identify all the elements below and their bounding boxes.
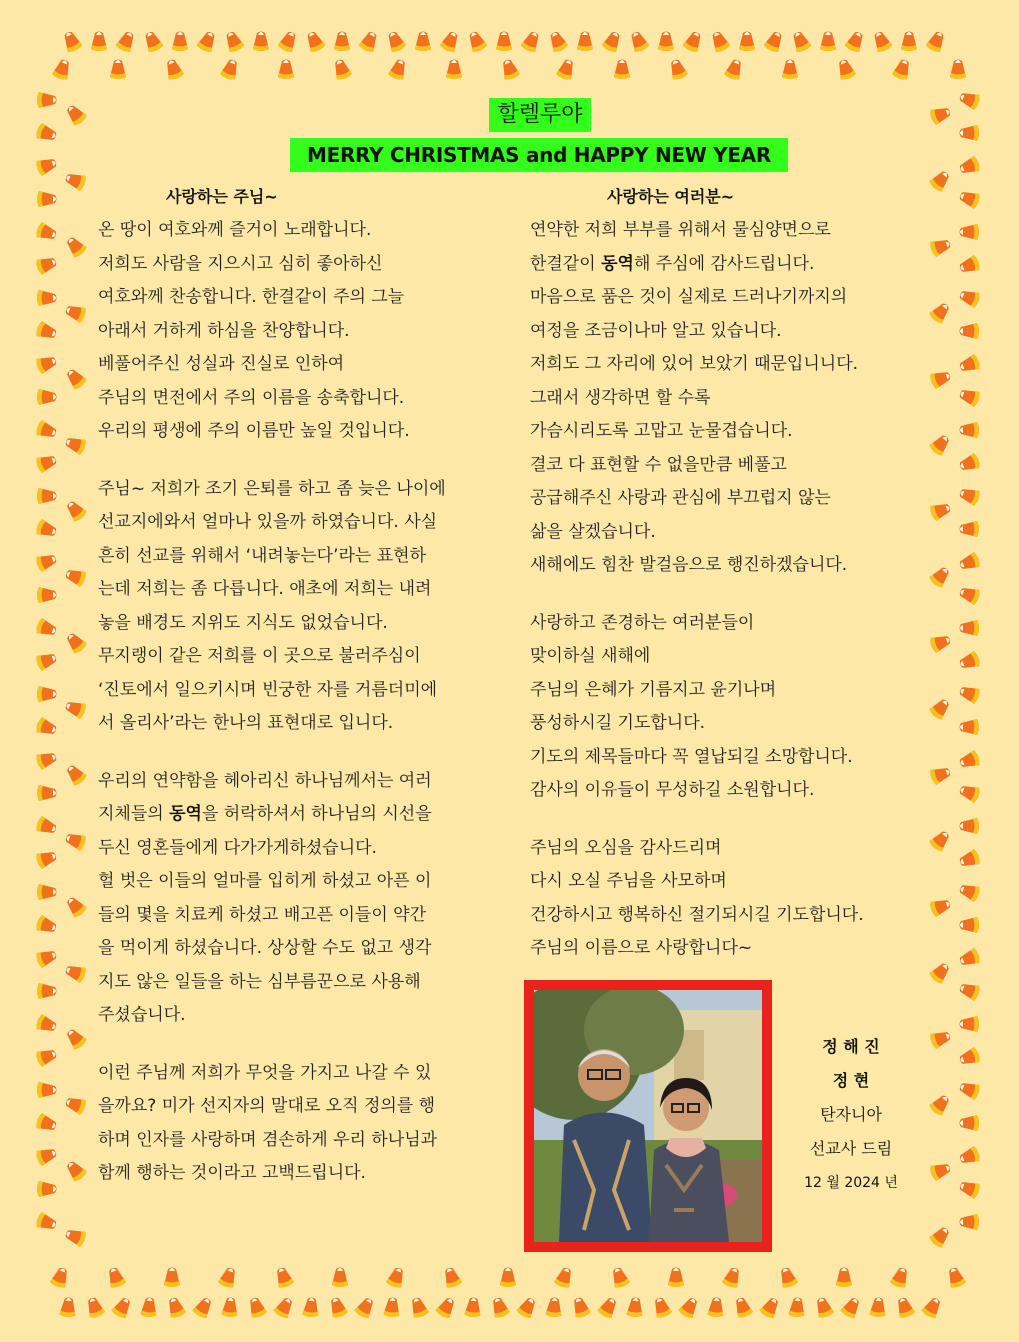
- candy-corn-icon: [925, 29, 948, 53]
- candy-corn-icon: [570, 1295, 592, 1319]
- candy-corn-icon: [928, 432, 953, 457]
- candy-corn-icon: [928, 960, 953, 985]
- candy-corn-icon: [35, 419, 59, 441]
- candy-corn-icon: [164, 1268, 180, 1288]
- candy-corn-icon: [35, 122, 59, 144]
- candy-corn-icon: [63, 234, 88, 259]
- candy-corn-icon: [777, 1265, 799, 1289]
- candy-corn-icon: [465, 29, 488, 53]
- candy-corn-icon: [140, 1297, 158, 1318]
- candy-corn-icon: [901, 32, 917, 52]
- candy-corn-icon: [957, 452, 981, 474]
- candy-corn-icon: [658, 32, 674, 52]
- candy-corn-icon: [844, 29, 867, 53]
- candy-corn-icon: [957, 980, 981, 1002]
- candy-corn-icon: [115, 29, 138, 53]
- letter-line: 연약한 저희 부부를 위해서 물심양면으로: [530, 220, 831, 240]
- candy-corn-icon: [891, 57, 913, 81]
- letter-line: 온 땅이 여호와께 즐거이 노래합니다.: [98, 220, 372, 240]
- candy-corn-icon: [385, 1265, 407, 1289]
- candy-corn-icon: [358, 29, 381, 53]
- candy-corn-icon: [928, 1224, 953, 1249]
- candy-corn-icon: [957, 386, 981, 408]
- candy-corn-icon: [928, 564, 953, 589]
- candy-corn-icon: [788, 1297, 806, 1318]
- candy-corn-icon: [221, 1297, 239, 1318]
- candy-corn-icon: [63, 698, 87, 720]
- candy-corn-icon: [59, 1297, 77, 1318]
- candy-corn-icon: [960, 1016, 980, 1032]
- candy-corn-icon: [196, 29, 219, 53]
- candy-corn-icon: [384, 29, 407, 53]
- title-hallelujah: 할렐루야: [489, 98, 591, 132]
- candy-corn-icon: [35, 155, 59, 177]
- candy-corn-icon: [960, 917, 980, 933]
- letter-line: 한결같이 동역해 주심에 감사드립니다.: [530, 253, 815, 274]
- candy-corn-icon: [520, 29, 543, 53]
- letter-line: 그래서 생각하면 할 수록: [530, 387, 711, 408]
- candy-corn-icon: [37, 92, 57, 108]
- candy-corn-icon: [929, 236, 953, 258]
- letter-line: 우리의 연약함을 헤아리신 하나님께서는 여러: [98, 770, 432, 791]
- candy-corn-icon: [957, 650, 981, 672]
- candy-corn-icon: [172, 32, 188, 52]
- candy-corn-icon: [383, 1297, 401, 1318]
- candy-corn-icon: [63, 366, 88, 391]
- candy-corn-icon: [110, 60, 126, 80]
- letter-line: 을 먹이게 하셨습니다. 상상할 수도 없고 생각: [98, 938, 432, 958]
- left-heading: 사랑하는 주님~: [166, 187, 278, 206]
- candy-corn-icon: [332, 1268, 348, 1288]
- candy-corn-icon: [35, 749, 59, 771]
- candy-corn-icon: [759, 1295, 783, 1320]
- signature-block: [792, 1030, 910, 1200]
- candy-corn-icon: [668, 1268, 684, 1288]
- letter-line: 마음으로 품은 것이 실제로 드러나기까지의: [530, 287, 848, 307]
- candy-corn-icon: [273, 1265, 295, 1289]
- candy-corn-icon: [37, 983, 57, 999]
- letter-line: ‘진토에서 일으키시며 빈궁한 자를 거름더미에: [98, 679, 438, 700]
- candy-corn-icon: [334, 32, 350, 52]
- letter-line: 두신 영혼들에게 다가가게하셨습니다.: [98, 837, 377, 858]
- candy-corn-icon: [957, 485, 981, 507]
- candy-corn-icon: [35, 716, 59, 738]
- letter-line: 들의 몇을 치료케 하셨고 배고픈 이들이 약간: [98, 904, 427, 925]
- letter-paragraph: [530, 832, 930, 966]
- letter-line: 헐 벗은 이들의 얼마를 입히게 하셨고 아픈 이: [98, 871, 432, 891]
- candy-corn-icon: [327, 1295, 349, 1319]
- candy-corn-icon: [945, 1265, 967, 1289]
- letter-line: 선교지에와서 얼마나 있을까 하였습니다. 사실: [98, 512, 438, 532]
- candy-corn-icon: [63, 302, 87, 324]
- candy-corn-icon: [63, 102, 88, 127]
- candy-corn-icon: [105, 1265, 127, 1289]
- candy-corn-icon: [929, 896, 953, 918]
- candy-corn-icon: [111, 1295, 135, 1320]
- candy-corn-icon: [516, 1295, 540, 1320]
- candy-corn-icon: [35, 650, 59, 672]
- signature-role: 선교사 드림: [809, 1139, 893, 1158]
- candy-corn-icon: [63, 1094, 87, 1116]
- candy-corn-icon: [950, 60, 966, 80]
- letter-line: 는데 저희는 좀 다릅니다. 애초에 저희는 내려: [98, 579, 432, 599]
- candy-corn-icon: [960, 422, 980, 438]
- candy-corn-icon: [957, 1145, 981, 1167]
- candy-corn-icon: [141, 29, 164, 53]
- candy-corn-icon: [246, 1295, 268, 1319]
- candy-corn-icon: [678, 1295, 702, 1320]
- candy-corn-icon: [192, 1295, 216, 1320]
- candy-corn-icon: [63, 962, 87, 984]
- letter-line: 하며 인자를 사랑하며 겸손하게 우리 하나님과: [98, 1129, 438, 1150]
- candy-corn-icon: [957, 155, 981, 177]
- candy-corn-icon: [723, 57, 745, 81]
- couple-photo: [534, 990, 762, 1242]
- candy-corn-icon: [35, 947, 59, 969]
- candy-corn-icon: [35, 353, 59, 375]
- candy-corn-icon: [957, 749, 981, 771]
- letter-line: 감사의 이유들이 무성하길 소원합니다.: [530, 780, 815, 800]
- candy-corn-icon: [37, 290, 57, 306]
- candy-corn-icon: [929, 368, 953, 390]
- candy-corn-icon: [835, 57, 857, 81]
- candy-corn-icon: [331, 57, 353, 81]
- candy-corn-icon: [217, 1265, 239, 1289]
- candy-corn-icon: [37, 686, 57, 702]
- candy-corn-icon: [929, 104, 953, 126]
- candy-corn-icon: [63, 170, 87, 192]
- candy-corn-icon: [408, 1295, 430, 1319]
- right-heading: 사랑하는 여러분~: [607, 187, 735, 206]
- candy-corn-icon: [667, 57, 689, 81]
- letter-paragraph: [98, 473, 508, 741]
- signature-date: 12 월 2024 년: [804, 1175, 898, 1191]
- candy-corn-icon: [929, 1160, 953, 1182]
- candy-corn-icon: [960, 1115, 980, 1131]
- candy-corn-icon: [219, 57, 241, 81]
- candy-corn-icon: [35, 1013, 59, 1035]
- signature-location: 탄자니아: [820, 1105, 882, 1124]
- candy-corn-icon: [446, 60, 462, 80]
- letter-paragraph: [530, 607, 930, 808]
- letter-line: 가슴시리도록 고맙고 눈물겹습니다.: [530, 421, 793, 441]
- candy-corn-icon: [957, 188, 981, 210]
- candy-corn-icon: [35, 1211, 59, 1233]
- candy-corn-icon: [609, 1265, 631, 1289]
- letter-line: 주님의 은혜가 기름지고 윤기나며: [530, 679, 777, 700]
- letter-line: 무지랭이 같은 저희를 이 곳으로 불러주심이: [98, 646, 421, 666]
- candy-corn-icon: [49, 1265, 71, 1289]
- letter-line: 주님의 면전에서 주의 이름을 송축합니다.: [98, 387, 405, 408]
- candy-corn-icon: [63, 566, 87, 588]
- candy-corn-icon: [35, 518, 59, 540]
- candy-corn-icon: [63, 1226, 87, 1248]
- candy-corn-icon: [651, 1295, 673, 1319]
- candy-corn-icon: [929, 1028, 953, 1050]
- candy-corn-icon: [37, 1082, 57, 1098]
- candy-corn-icon: [601, 29, 624, 53]
- candy-corn-icon: [37, 191, 57, 207]
- candy-corn-icon: [929, 632, 953, 654]
- candy-corn-icon: [782, 60, 798, 80]
- candy-corn-icon: [35, 254, 59, 276]
- candy-corn-icon: [354, 1295, 378, 1320]
- candy-corn-icon: [387, 57, 409, 81]
- letter-line: 건강하시고 행복하신 절기되시길 기도합니다.: [530, 904, 864, 925]
- candy-corn-icon: [35, 320, 59, 342]
- letter-line: 아래서 거하게 하심을 찬양합니다.: [98, 320, 350, 341]
- candy-corn-icon: [278, 60, 294, 80]
- candy-corn-icon: [63, 762, 88, 787]
- candy-corn-icon: [63, 498, 88, 523]
- letter-line: 주님의 이름으로 사랑합니다~: [530, 938, 753, 958]
- candy-corn-icon: [60, 29, 83, 53]
- candy-corn-icon: [84, 1295, 106, 1319]
- candy-corn-icon: [889, 1265, 911, 1289]
- candy-corn-icon: [37, 884, 57, 900]
- left-letter-column: [98, 214, 508, 1215]
- candy-corn-icon: [35, 617, 59, 639]
- letter-line: 흔히 선교를 위해서 ‘내려놓는다’라는 표현하: [98, 545, 427, 566]
- candy-corn-icon: [37, 488, 57, 504]
- candy-corn-icon: [957, 254, 981, 276]
- candy-corn-icon: [820, 32, 836, 52]
- candy-corn-icon: [577, 32, 593, 52]
- candy-corn-icon: [63, 630, 88, 655]
- candy-corn-icon: [960, 620, 980, 636]
- candy-corn-icon: [464, 1297, 482, 1318]
- letter-line: 우리의 평생에 주의 이름만 높일 것입니다.: [98, 421, 410, 441]
- candy-corn-icon: [222, 29, 245, 53]
- candy-corn-icon: [63, 894, 88, 919]
- letter-line: 주님~ 저희가 조기 은퇴를 하고 좀 늦은 나이에: [98, 478, 446, 499]
- candy-corn-icon: [928, 696, 953, 721]
- candy-corn-icon: [960, 719, 980, 735]
- candy-corn-icon: [957, 1046, 981, 1068]
- letter-line: 공급해주신 사랑과 관심에 부끄럽지 않는: [530, 488, 831, 508]
- candy-corn-icon: [546, 29, 569, 53]
- candy-corn-icon: [273, 1295, 297, 1320]
- candy-corn-icon: [302, 1297, 320, 1318]
- letter-line: 놓을 배경도 지위도 지식도 없었습니다.: [98, 612, 388, 633]
- candy-corn-icon: [63, 830, 87, 852]
- candy-corn-icon: [957, 947, 981, 969]
- candy-corn-icon: [836, 1268, 852, 1288]
- letter-line: 여정을 조금이나마 알고 있습니다.: [530, 320, 782, 341]
- candy-corn-icon: [957, 89, 981, 111]
- letter-line: 맞이하실 새해에: [530, 646, 651, 666]
- candy-corn-icon: [928, 300, 953, 325]
- candy-corn-icon: [928, 1092, 953, 1117]
- candy-corn-icon: [496, 32, 512, 52]
- candy-corn-icon: [63, 1158, 88, 1183]
- letter-paragraph: [530, 214, 930, 583]
- candy-corn-icon: [37, 587, 57, 603]
- letter-paragraph: [98, 1057, 508, 1191]
- candy-corn-icon: [732, 1295, 754, 1319]
- candy-corn-icon: [35, 815, 59, 837]
- candy-corn-icon: [957, 353, 981, 375]
- candy-corn-icon: [960, 323, 980, 339]
- candy-corn-icon: [960, 1214, 980, 1230]
- letter-line: 여호와께 찬송합니다. 한결같이 주의 그늘: [98, 287, 405, 307]
- candy-corn-icon: [415, 32, 431, 52]
- letter-line: 사랑하고 존경하는 여러분들이: [530, 612, 755, 633]
- candy-corn-icon: [35, 1112, 59, 1134]
- candy-corn-icon: [921, 1295, 945, 1320]
- candy-corn-icon: [439, 29, 462, 53]
- candy-corn-icon: [763, 29, 786, 53]
- candy-corn-icon: [277, 29, 300, 53]
- candy-corn-icon: [626, 1297, 644, 1318]
- candy-corn-icon: [597, 1295, 621, 1320]
- candy-corn-icon: [928, 828, 953, 853]
- candy-corn-icon: [957, 782, 981, 804]
- candy-corn-icon: [957, 881, 981, 903]
- candy-corn-icon: [789, 29, 812, 53]
- candy-corn-icon: [739, 32, 755, 52]
- candy-corn-icon: [869, 1297, 887, 1318]
- candy-corn-icon: [435, 1295, 459, 1320]
- candy-corn-icon: [682, 29, 705, 53]
- candy-corn-icon: [163, 57, 185, 81]
- candy-corn-icon: [840, 1295, 864, 1320]
- letter-line: 지도 않은 일들을 하는 심부름꾼으로 사용해: [98, 971, 421, 992]
- candy-corn-icon: [960, 521, 980, 537]
- candy-corn-icon: [721, 1265, 743, 1289]
- letter-line: 저희도 그 자리에 있어 보았기 때문입니니다.: [530, 354, 859, 374]
- letter-line: 서 올리사’라는 한나의 표현대로 입니다.: [98, 713, 394, 733]
- candy-corn-icon: [51, 57, 73, 81]
- letter-line: 주님의 오심을 감사드리며: [530, 837, 722, 858]
- letter-line: 베풀어주신 성실과 진실로 인하여: [98, 354, 345, 374]
- candy-corn-icon: [35, 221, 59, 243]
- candy-corn-icon: [489, 1295, 511, 1319]
- candy-corn-icon: [957, 683, 981, 705]
- candy-corn-icon: [35, 551, 59, 573]
- candy-corn-icon: [957, 584, 981, 606]
- candy-corn-icon: [35, 1145, 59, 1167]
- candy-corn-icon: [929, 764, 953, 786]
- letter-line: 을까요? 미가 선지자의 말대로 오직 정의를 행: [98, 1096, 436, 1116]
- candy-corn-icon: [957, 551, 981, 573]
- letter-line: 다시 오실 주님을 사모하며: [530, 871, 727, 891]
- right-letter-column: [530, 214, 930, 990]
- letter-line: 삶을 살겠습니다.: [530, 521, 656, 542]
- letter-line: 지체들의 동역을 허락하셔서 하나님의 시선을: [98, 804, 432, 824]
- candy-corn-icon: [957, 1079, 981, 1101]
- candy-corn-icon: [707, 1297, 725, 1318]
- letter-line: 새해에도 힘찬 발걸음으로 행진하겠습니다.: [530, 555, 848, 575]
- candy-corn-icon: [813, 1295, 835, 1319]
- candy-corn-icon: [63, 434, 87, 456]
- photo-frame: [524, 980, 772, 1252]
- candy-corn-icon: [35, 848, 59, 870]
- letter-line: 풍성하시길 기도합니다.: [530, 713, 706, 733]
- letter-line: 이런 주님께 저희가 무엇을 가지고 나갈 수 있: [98, 1062, 432, 1083]
- candy-corn-icon: [928, 168, 953, 193]
- title-merry-christmas: MERRY CHRISTMAS and HAPPY NEW YEAR: [290, 138, 788, 172]
- candy-corn-icon: [500, 1268, 516, 1288]
- signature-name-1: 정 해 진: [822, 1037, 880, 1056]
- candy-corn-icon: [614, 60, 630, 80]
- letter-line: 기도의 제목들마다 꼭 열납되길 소망합니다.: [530, 746, 853, 767]
- letter-paragraph: [98, 214, 508, 449]
- signature-name-2: 정 현: [832, 1071, 870, 1090]
- letter-line: 주셨습니다.: [98, 1005, 186, 1025]
- candy-corn-icon: [894, 1295, 916, 1319]
- candy-corn-icon: [253, 32, 269, 52]
- candy-corn-icon: [37, 1181, 57, 1197]
- candy-corn-icon: [553, 1265, 575, 1289]
- candy-corn-icon: [35, 1046, 59, 1068]
- candy-corn-icon: [957, 287, 981, 309]
- candy-corn-icon: [63, 1026, 88, 1051]
- candy-corn-icon: [708, 29, 731, 53]
- letter-line: 결코 다 표현할 수 없을만큼 베풀고: [530, 454, 787, 475]
- candy-corn-icon: [499, 57, 521, 81]
- letter-line: 함께 행하는 것이라고 고백드립니다.: [98, 1163, 366, 1183]
- candy-corn-icon: [91, 32, 107, 52]
- candy-corn-icon: [957, 848, 981, 870]
- candy-corn-icon: [545, 1297, 563, 1318]
- candy-corn-icon: [35, 452, 59, 474]
- candy-corn-icon: [441, 1265, 463, 1289]
- candy-corn-icon: [627, 29, 650, 53]
- candy-corn-icon: [960, 125, 980, 141]
- letter-line: 저희도 사람을 지으시고 심히 좋아하신: [98, 253, 383, 274]
- candy-corn-icon: [960, 818, 980, 834]
- candy-corn-icon: [303, 29, 326, 53]
- candy-corn-icon: [37, 389, 57, 405]
- candy-corn-icon: [960, 224, 980, 240]
- candy-corn-icon: [957, 1178, 981, 1200]
- candy-corn-icon: [37, 785, 57, 801]
- candy-corn-icon: [870, 29, 893, 53]
- candy-corn-icon: [165, 1295, 187, 1319]
- candy-corn-icon: [555, 57, 577, 81]
- candy-corn-icon: [35, 914, 59, 936]
- letter-paragraph: [98, 765, 508, 1033]
- candy-corn-icon: [929, 500, 953, 522]
